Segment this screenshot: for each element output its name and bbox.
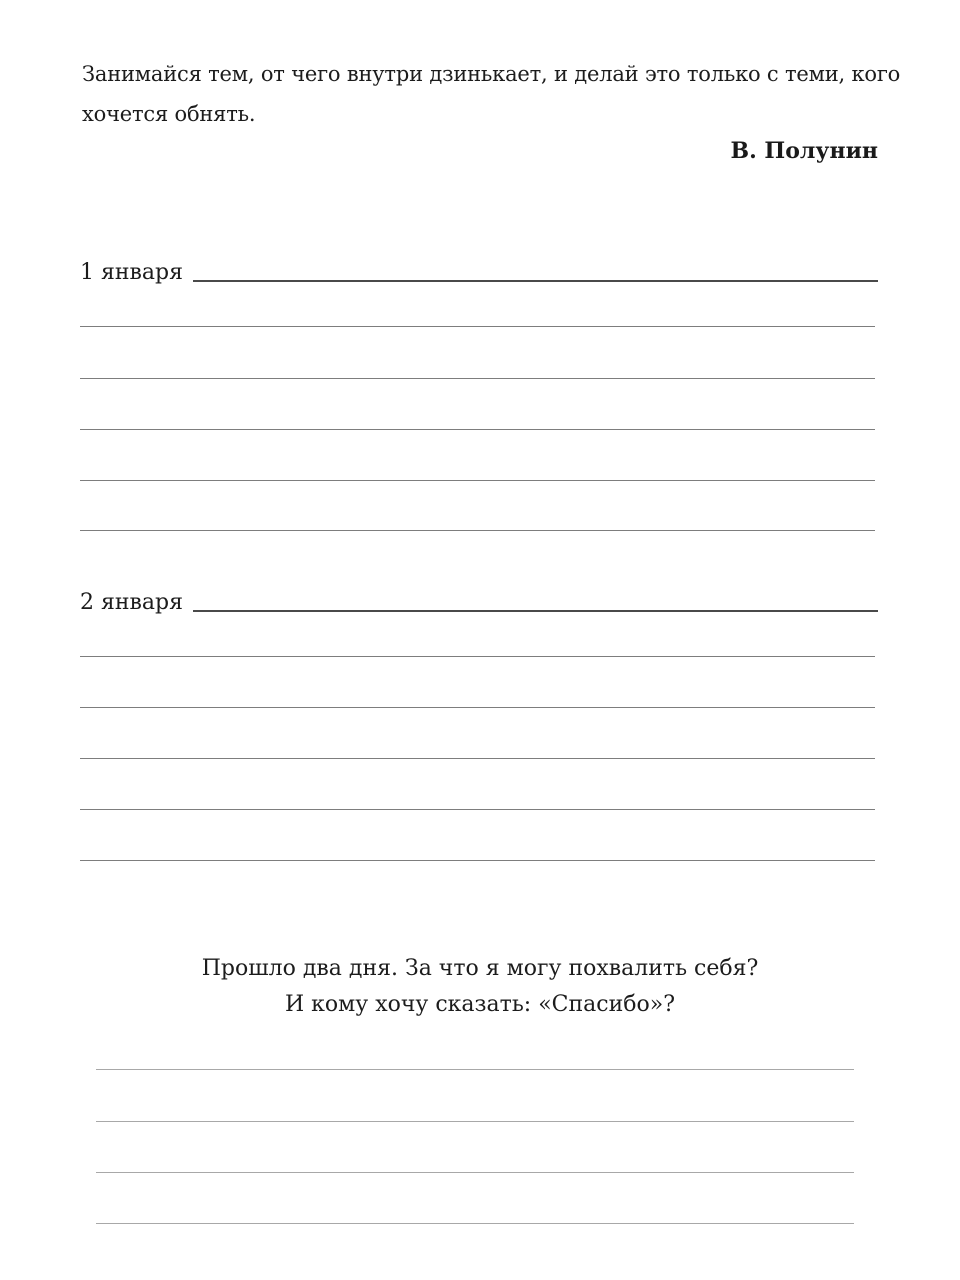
- reflection-question-1: Прошло два дня. За что я могу похвалить себя?: [201, 956, 759, 981]
- day-title-line-1[interactable]: [193, 280, 878, 282]
- writing-line[interactable]: [80, 378, 875, 379]
- writing-line[interactable]: [80, 429, 875, 430]
- writing-line[interactable]: [96, 1223, 854, 1224]
- writing-line[interactable]: [96, 1069, 854, 1070]
- writing-line[interactable]: [80, 758, 875, 759]
- writing-line[interactable]: [80, 860, 875, 861]
- writing-line[interactable]: [96, 1172, 854, 1173]
- reflection-prompt: [0, 951, 960, 1023]
- day-label-2: 2 января: [80, 590, 183, 615]
- writing-line[interactable]: [80, 656, 875, 657]
- quote-author: В. Полунин: [730, 138, 878, 164]
- day-title-line-2[interactable]: [193, 610, 878, 612]
- epigraph-quote: Занимайся тем, от чего внутри дзинькает, и делай это только с теми, кого хочется обнять.: [82, 62, 901, 126]
- day-label-1: 1 января: [80, 260, 183, 285]
- writing-line[interactable]: [80, 326, 875, 327]
- day-entry-header-2: [80, 586, 878, 616]
- writing-line[interactable]: [80, 809, 875, 810]
- reflection-question-2: И кому хочу сказать: «Спасибо»?: [284, 992, 676, 1017]
- writing-line[interactable]: [96, 1121, 854, 1122]
- writing-line[interactable]: [80, 707, 875, 708]
- writing-line[interactable]: [80, 530, 875, 531]
- day-entry-header-1: [80, 256, 878, 286]
- writing-line[interactable]: [80, 480, 875, 481]
